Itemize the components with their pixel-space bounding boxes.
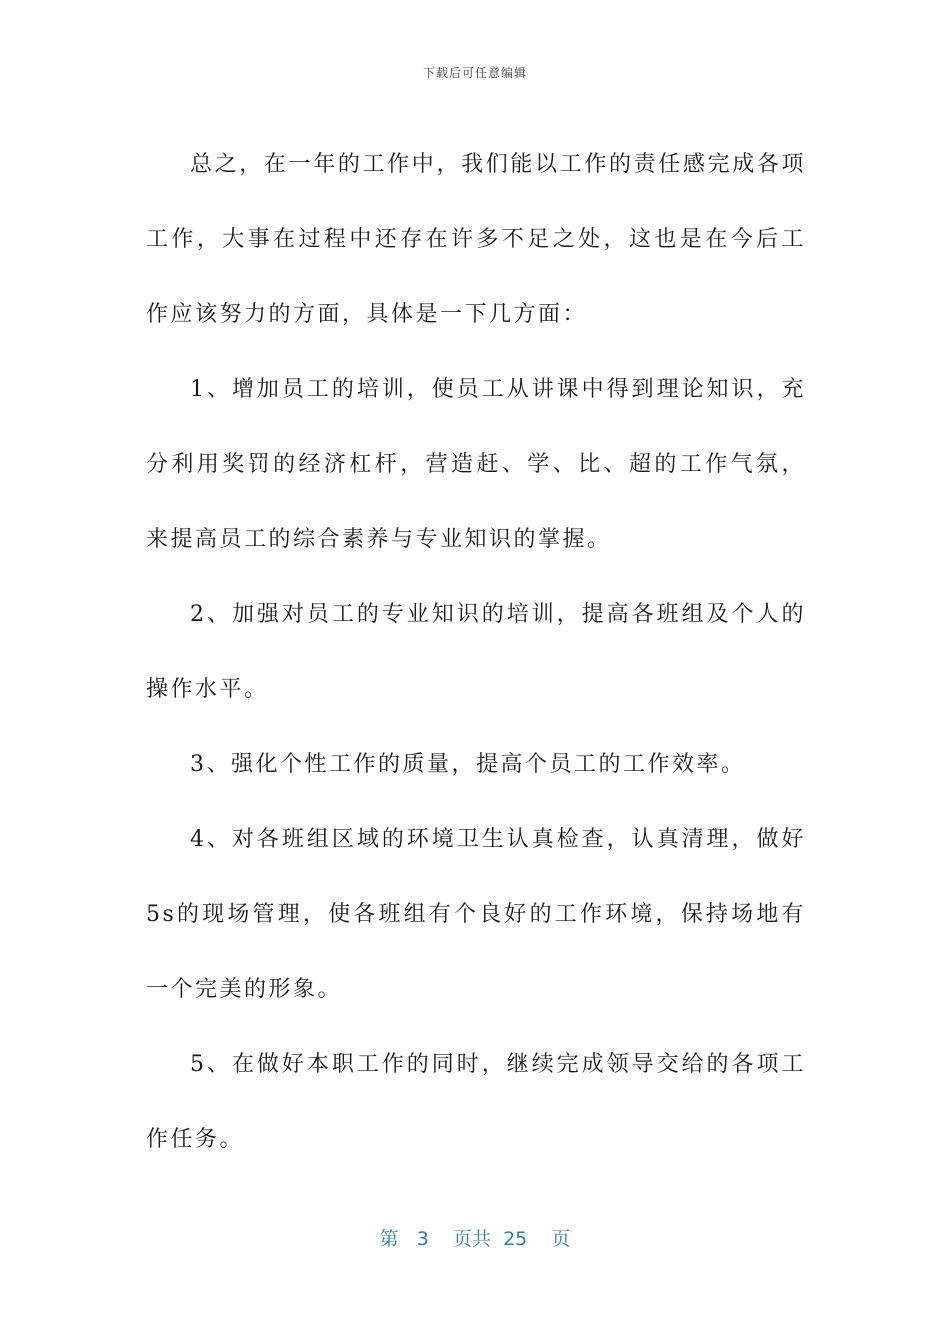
paragraph-item-4: 4、对各班组区域的环境卫生认真检查，认真清理，做好5s的现场管理，使各班组有个良好的工作环境，保持场地有一个完美的形象。 [146,827,806,1002]
footer-middle: 页共 [452,1228,491,1250]
paragraph-item-5: 5、在做好本职工作的同时，继续完成领导交给的各项工作任务。 [146,1052,806,1152]
footer-suffix: 页 [551,1228,571,1250]
footer-prefix: 第 [379,1228,399,1250]
document-body [146,127,806,1177]
paragraph-summary: 总之，在一年的工作中，我们能以工作的责任感完成各项工作，大事在过程中还存在许多不足之处，这也是在今后工作应该努力的方面，具体是一下几方面： [146,152,806,327]
footer-current-page: 3 [416,1228,429,1250]
page-header: 下载后可任意编辑 [422,66,527,80]
paragraph-item-2: 2、加强对员工的专业知识的培训，提高各班组及个人的操作水平。 [146,602,806,702]
page-footer [0,1224,950,1251]
paragraph-item-1: 1、增加员工的培训，使员工从讲课中得到理论知识，充分利用奖罚的经济杠杆，营造赶、学、比、超的工作气氛，来提高员工的综合素养与专业知识的掌握。 [146,377,806,552]
footer-total-pages: 25 [503,1228,528,1250]
paragraph-item-3: 3、强化个性工作的质量，提高个员工的工作效率。 [190,752,746,777]
